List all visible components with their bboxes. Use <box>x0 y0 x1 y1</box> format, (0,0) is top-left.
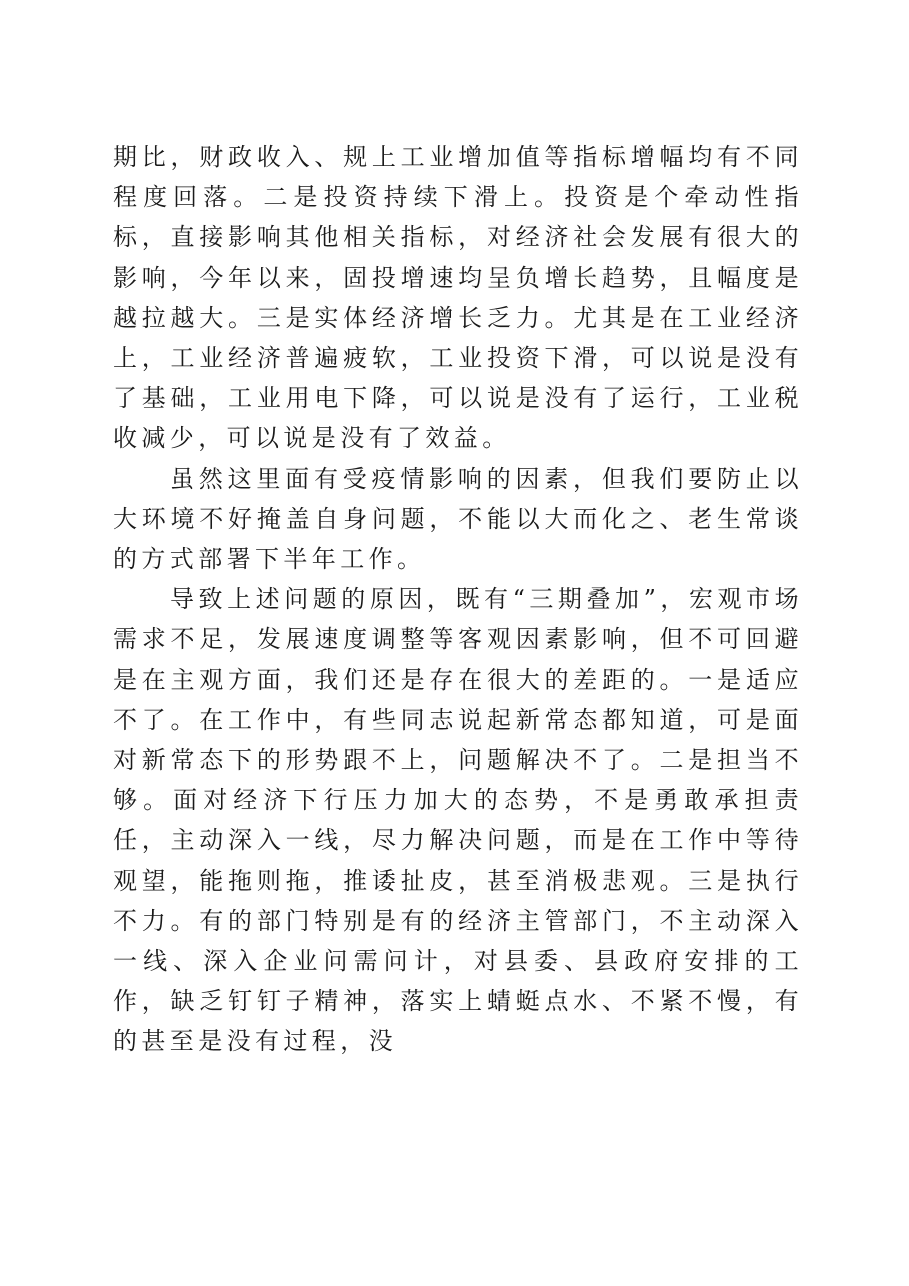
paragraph-continuation: 期比，财政收入、规上工业增加值等指标增幅均有不同程度回落。二是投资持续下滑上。投资是个牵动性指标，直接影响其他相关指标，对经济社会发展有很大的影响，今年以来，固投增速均呈负增长趋势，且幅度是越拉越大。三是实体经济增长乏力。尤其是在工业经济上，工业经济普遍疲软，工业投资下滑，可以说是没有了基础，工业用电下降，可以说是没有了运行，工业税收减少，可以说是没有了效益。 <box>113 143 803 453</box>
paragraph: 导致上述问题的原因，既有“三期叠加”，宏观市场需求不足，发展速度调整等客观因素影响，但不可回避是在主观方面，我们还是存在很大的差距的。一是适应不了。在工作中，有些同志说起新常态都知道，可是面对新常态下的形势跟不上，问题解决不了。二是担当不够。面对经济下行压力加大的态势，不是勇敢承担责任，主动深入一线，尽力解决问题，而是在工作中等待观望，能拖则拖，推诿扯皮，甚至消极悲观。三是执行不力。有的部门特别是有的经济主管部门，不主动深入一线、深入企业问需问计，对县委、县政府安排的工作，缺乏钉钉子精神，落实上蜻蜓点水、不紧不慢，有的甚至是没有过程，没 <box>113 585 803 1056</box>
document-body <box>113 137 803 1062</box>
paragraph: 虽然这里面有受疫情影响的因素，但我们要防止以大环境不好掩盖自身问题，不能以大而化之、老生常谈的方式部署下半年工作。 <box>113 464 803 574</box>
